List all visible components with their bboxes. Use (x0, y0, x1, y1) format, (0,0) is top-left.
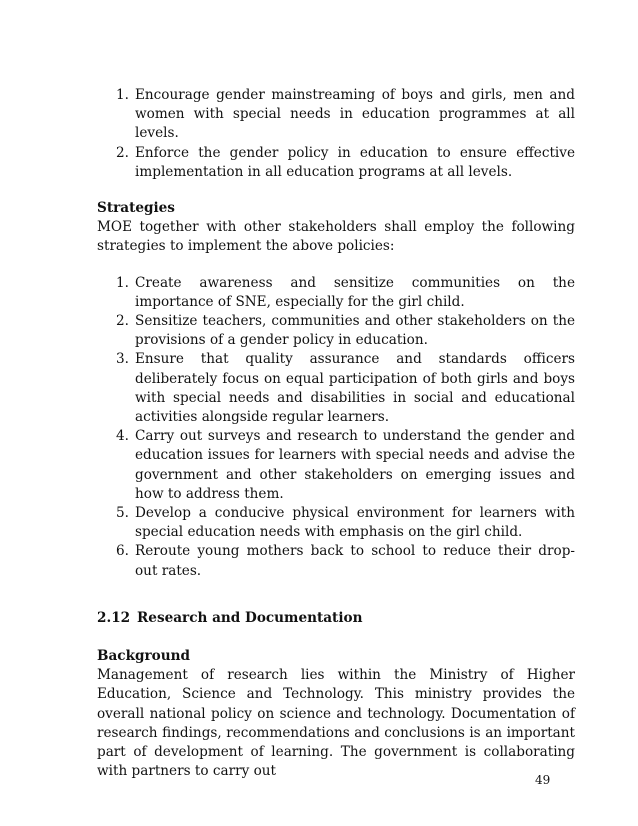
list-item-number: 5. (116, 505, 129, 522)
list-item-number: 4. (116, 428, 129, 445)
list-item-number: 6. (116, 543, 129, 560)
list-item-number: 2. (116, 144, 129, 161)
policy-list (97, 86, 575, 182)
list-item-text: Encourage gender mainstreaming of boys and girls, men and women with special needs in education programmes at all levels. (135, 87, 575, 142)
list-item-number: 1. (116, 274, 129, 291)
list-item (97, 312, 575, 350)
page-content (97, 86, 575, 782)
list-item-text: Ensure that quality assurance and standards officers deliberately focus on equal participation of both girls and boys with special needs and disabilities in social and educational activities alongside regular learners. (135, 351, 575, 426)
list-item-text: Create awareness and sensitize communities on the importance of SNE, especially for the girl child. (135, 274, 575, 310)
list-item (97, 504, 575, 542)
list-item-text: Sensitize teachers, communities and other stakeholders on the provisions of a gender policy in education. (135, 313, 575, 349)
list-item (97, 86, 575, 144)
section-number: 2.12 (97, 609, 131, 626)
list-item-text: Develop a conducive physical environment for learners with special education needs with emphasis on the girl child. (135, 505, 575, 541)
section-title: Research and Documentation (137, 609, 363, 626)
list-item (97, 350, 575, 427)
list-item-number: 2. (116, 313, 129, 330)
list-item (97, 427, 575, 504)
list-item-text: Reroute young mothers back to school to reduce their drop- out rates. (135, 543, 575, 579)
section-heading (97, 609, 575, 628)
strategies-list (97, 274, 575, 581)
strategies-heading: Strategies (97, 200, 175, 217)
list-item (97, 542, 575, 580)
list-item-number: 1. (116, 87, 129, 103)
background-heading: Background (97, 648, 190, 665)
background-paragraph: Management of research lies within the Ministry of Higher Education, Science and Technology. This ministry provides the overall national policy on science and technology. Documentation of research findings, recommendations and conclusions is an important part of development of learning. The government is collaborating with partners to carry out (97, 667, 575, 780)
page-number: 49 (535, 773, 551, 787)
list-item-text: Carry out surveys and research to understand the gender and education issues for learners with special needs and advise the government and other stakeholders on emerging issues and how to address them. (135, 428, 575, 502)
strategies-intro: MOE together with other stakeholders shall employ the following strategies to implement the above policies: (97, 219, 575, 255)
list-item-text: Enforce the gender policy in education to ensure effective implementation in all education programs at all levels. (135, 144, 575, 180)
list-item (97, 144, 575, 182)
list-item (97, 274, 575, 312)
list-item-number: 3. (116, 351, 129, 368)
